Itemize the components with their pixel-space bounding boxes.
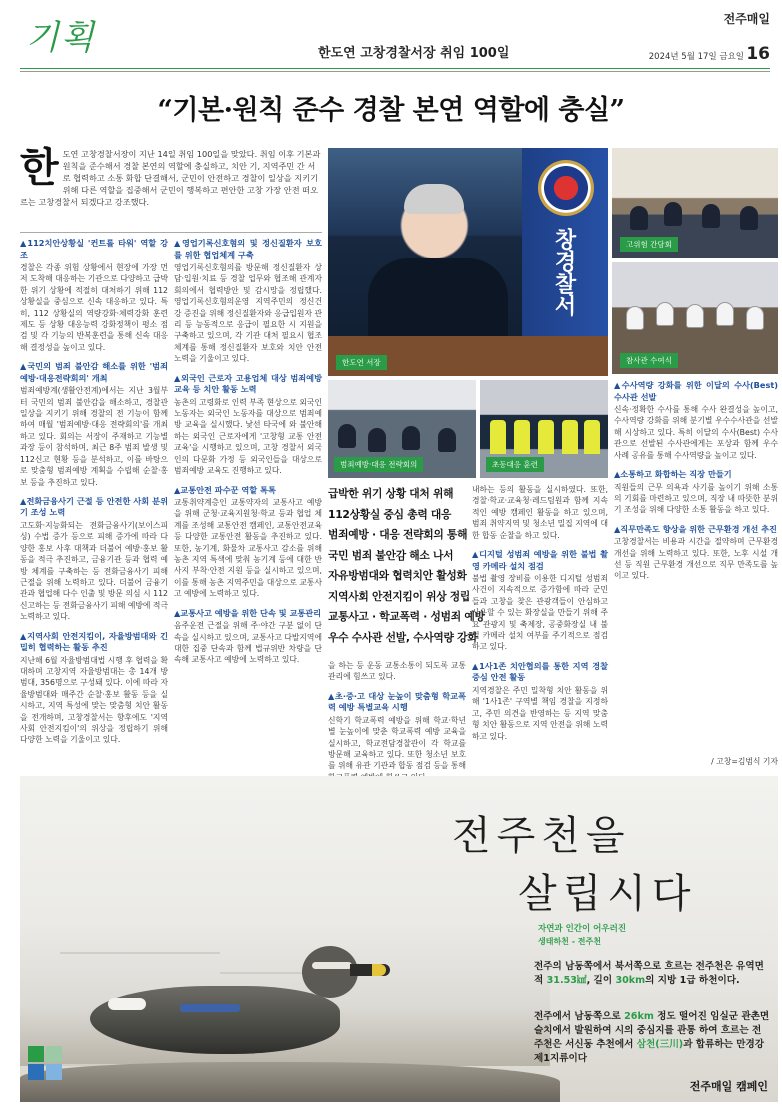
subheading: ▲소통하고 화합하는 직장 만들기 [614, 469, 732, 480]
paragraph [174, 608, 322, 666]
person-figure [664, 202, 682, 226]
paragraph-body: 불법 촬영 장비를 이용한 디지털 성범죄 사건이 지속적으로 증가함에 따라 군민들과 고창을 찾은 관광객들이 안심하고 사용할 수 있는 화장실을 만들기 위해 주요 관광지 및 축제장, 공중화장실 내 불법 카메라 설치 여부를 주기적으로 점검하고 있다. [472, 574, 608, 652]
article-column-5 [614, 380, 778, 752]
person-figure [368, 428, 386, 452]
ad-text-highlight: 삼천(三川) [636, 1039, 684, 1050]
paragraph-body: 신학기 학교폭력 예방을 위해 학교·학년별 눈높이에 맞춘 학교폭력 예방 교육을 실시하고, 학교전담경찰관이 각 학교를 방문해 교육하고 있다. 또한 청소년 보호를 위해 유관 기관과 합동 점검 등을 통해 [328, 715, 466, 771]
article-column-3 [328, 660, 466, 771]
ad-text: 전주에서 남동쪽으로 [534, 1011, 625, 1022]
decorative-square [28, 1064, 44, 1080]
person-uniform [368, 258, 508, 348]
highlight-line: 급박한 위기 상황 대처 위해 [328, 487, 454, 500]
paragraph-body: 고도화·지능화되는 전화금융사기(보이스피싱) 수법 증가 등으로 피해 증가에 따라 다양한 홍보 사후 대책과 더불어 예방·홍보 활동을 적극 추진하고, 금융기관 등과 협력 예방 체계를 구축하는 등 전화금융사기 피해 근절을 위해 노력하고 있다. 더불어 금융기관과 협업해 다수 인출 및 방문 의심 시 112신고하는 등 전화금융사기 피해 예방에 적극 노력하고 있다. [20, 520, 168, 622]
decorative-square [46, 1064, 62, 1080]
paragraph [174, 373, 322, 477]
photo-caption: 초동대응 훈련 [486, 457, 544, 472]
officer-vest [562, 420, 578, 454]
subheading: ▲112치안상황실 '컨트롤 타워' 역할 강조 [20, 238, 168, 260]
article-column-1 [20, 238, 168, 768]
intro-divider [20, 232, 322, 233]
person-figure [716, 302, 734, 326]
article-column-4 [472, 484, 608, 768]
paragraph-body: 경찰은 각종 위험 상황에서 현장에 가장 먼저 도착해 대응하는 기관으로 다양하고 급박한 위기 상황에 적절히 대처하기 위해 112상황실을 중심으로 신속 대응하고 있다. 특히, 112 상황실의 역량강화·체력강화 훈련 제도 등 상황 대응능력 강화정책이 평소 점검 및 각 기능의 반복훈련을 통해 신속 대응해 결정성을 높이고 있다. [20, 263, 168, 352]
ad-text: 과 합류하는 만경강 제1지류이다 [534, 1039, 765, 1064]
paragraph-body: 영업기록신호혐의를 방문해 정신질환자 상담·입원·치료 등 경찰 업무와 협조해 관계자 회의에서 협력방안 및 감시망을 정립했다. 영업기록신호혐의운영 지역주민의 정신건강 증진을 위해 정신질환자와 응급입원자 관리 등 능동적으로 응급이 필요한 시 지원을 구축하고 있으며, 각 기관 대처 필요시 협조 체계를 통해 정신질환자 보호와 치안 안전 노력을 기울이고 있다. [174, 263, 322, 364]
photo-ceremony [612, 262, 778, 374]
ad-text: 전주의 남동쪽에서 북서쪽으로 흐르는 전주천은 유역면적 [534, 961, 764, 986]
paragraph-body: 을 하는 등 운동 교통소통이 되도록 교통관리에 힘쓰고 있다. [328, 661, 466, 682]
duck-bill-tip [372, 964, 386, 976]
photo-caption: 범죄예방·대응 전략회의 [334, 457, 423, 472]
campaign-label: 전주매일 캠페인 [689, 1080, 768, 1093]
ad-text: , 길이 [586, 975, 616, 986]
article-column-2 [174, 238, 322, 768]
paragraph [614, 469, 778, 516]
duck-wing-patch [180, 1004, 240, 1012]
officer-vest [538, 420, 554, 454]
ad-text: 정도 떨어진 임실군 관촌면 슬치에서 발원하여 시의 중심지를 관통 하여 흐르는 전주천은 서신동 추천에서 [534, 1011, 770, 1050]
subheading: ▲초·중·고 대상 눈높이 맞춤형 학교폭력 예방 특별교육 시행 [328, 690, 466, 713]
photo-meeting [612, 148, 778, 258]
subheading: ▲국민의 범죄 불안감 해소를 위한 '범죄예방·대응전략회의' 개최 [20, 361, 168, 383]
paragraph-body: 지난해 6월 자율방범대법 시행 후 협력을 확대하며 고창지역 자율방범대는 총 14개 방범대, 356명으로 구성돼 있다. 이에 따라 자율방범대와 매주간 순찰·홍보 활동 등을 실시하고, 지역 특성에 맞는 맞춤형 치안 활동을 전개하며, 고창경찰서는 향후에도 '지역사회 안전지킴이'의 위상을 정립하기 위해 다양한 노력을 기울이고 있다. [20, 655, 168, 745]
paragraph [614, 524, 778, 582]
paragraph [174, 485, 322, 600]
paragraph-body: 고창경찰서는 비용과 시간을 절약하며 근무환경 개선을 위해 노력하고 있다. 또한, 노후 시설 개선 등 직원 근무환경 개선으로 직무 만족도를 높이고 있다. [614, 537, 778, 581]
subheading: ▲수사역량 강화를 위한 이달의 수사(Best) 수사관 선발 [614, 380, 778, 402]
highlight-line: 국민 범죄 불안감 해소 나서 [328, 548, 454, 562]
highlight-line: 지역사회 안전지킴이 위상 정립 [328, 589, 471, 603]
newspaper-name: 전주매일 [723, 12, 770, 26]
intro-text: 도연 고창경찰서장이 지난 14일 취임 100일을 맞았다. 취임 이후 기본과 원칙을 준수해서 경찰 본연의 역할에 충실하고, 치안 기, 지역주민 간 서로 협력하고 소통 화합 단결해서, 군민이 안전하고 경찰이 일상을 지키기 위해 다른 역할을 집중해서 군민이 행복하고 편안한 고창 가장 안전 떠오르는 고창경찰서 되겠다고 강조했다. [20, 149, 321, 207]
highlight-line: 112상황실 중심 총력 대응 [328, 507, 452, 521]
person-figure [656, 302, 674, 326]
officer-vest [584, 420, 600, 454]
officer-vest [490, 420, 506, 454]
paragraph [174, 238, 322, 365]
photo-caption: 고위험 간담회 [620, 237, 678, 252]
paragraph-body: 신속·정확한 수사를 통해 수사 완결성을 높이고, 수사역량 강화를 위해 분기별 우수수사관을 선발해 시상하고 있다. 특히 이달의 수사(Best) 수사관으로 선발된 수사관에게는 포상과 함께 우수 사례 공유를 통해 수사역량을 높이고 있다. [614, 405, 778, 460]
paragraph-body: 농촌의 고령화로 인력 부족 현상으로 외국인 노동자는 외국인 노동자를 대상으로 범죄예방 교육을 실시했다. 낯선 타국에 와 불안해하는 외국인 근로자에게 '고창형 교통 안전교육'을 시행하고 있으며, 고창 경찰서 외국인의 다문화 가정 등 외국인들을 대상으로 범죄예방 교육도 진행하고 있다. [174, 397, 322, 476]
river-rock [20, 1062, 560, 1102]
ad-title-line-2: 살립시다 [518, 871, 697, 917]
ad-text-highlight: 26km [624, 1011, 654, 1022]
subheading: ▲직무만족도 향상을 위한 근무환경 개선 추진 [614, 523, 777, 534]
person-figure [402, 426, 420, 450]
person-figure [626, 306, 644, 330]
paragraph-body: 직원들의 근무 의욕과 사기를 높이기 위해 소통의 기회를 마련하고 있으며, 직장 내 따뜻한 분위기 조성을 위해 다양한 소통 활동을 하고 있다. [614, 482, 778, 515]
decorative-square [46, 1046, 62, 1062]
subheading: ▲지역사회 안전지킴이, 자율방범대와 긴밀히 협력하는 활동 추진 [20, 630, 168, 653]
paragraph [20, 238, 168, 353]
person-figure [338, 424, 356, 448]
ad-text: 의 지방 1급 하천이다. [645, 975, 740, 986]
section-title: 한도연 고창경찰서장 취임 100일 [318, 46, 510, 61]
main-photo-chief [328, 148, 608, 376]
paragraph-body: 교통취약계층인 교통약자의 교통사고 예방을 위해 군청·교육지원청·학교 등과 협업 체계를 조성해 교통안전 캠페인, 교통안전교육 등 다양한 교통안전 활동을 추진하고 있다. 또한, 농기계, 화물차 교통사고 감소를 위해 농촌 지역 특색에 맞춰 농기계 등에 대한 반사지 부착·안전 지원 등을 실시하고 있으며, 이를 통해 농촌 지역주민을 대상으로 교통사고 예방에 노력하고 있다. [174, 498, 322, 599]
police-seal-icon [538, 160, 594, 216]
highlight-line: 자유방범대와 협력치안 활성화 [328, 569, 467, 582]
paragraph [328, 660, 466, 683]
ad-paragraph-2 [534, 1010, 770, 1066]
article-intro [20, 144, 322, 226]
paragraph-body: 내하는 등의 활동을 실시하였다. 또한, 경찰·학교·교육청·레드팀원과 함께 지속적인 예방 캠페인 활동을 하고 있으며, 범죄 취약지역 및 청소년 밀집 지역에 대한 합동 순찰을 하고 있다. [472, 485, 608, 540]
subheading: ▲교통안전 파수꾼 역할 톡톡 [174, 484, 276, 495]
duck-tail [108, 998, 146, 1010]
decorative-square [28, 1046, 44, 1062]
paragraph [472, 661, 608, 742]
person-figure [438, 428, 456, 452]
paragraph [472, 484, 608, 541]
paragraph [472, 549, 608, 653]
person-figure [746, 306, 764, 330]
paragraph [328, 691, 466, 783]
subheading: ▲영업기록신호혐의 및 정신질환자 보호를 위한 협업체계 구축 [174, 238, 322, 260]
water-ripple [60, 952, 220, 954]
section-logo: 기획 [26, 18, 96, 58]
ad-text-highlight: 31.53㎢ [546, 975, 587, 986]
officer-vest [514, 420, 530, 454]
ad-slogan: 자연과 인간이 어우러진 [538, 924, 627, 934]
person-figure [686, 304, 704, 328]
photo-strategy-meeting [328, 380, 476, 478]
person-figure [740, 206, 758, 230]
person-figure [630, 206, 648, 230]
page-header [0, 0, 782, 78]
person-figure [702, 204, 720, 228]
highlight-line: 교통사고 · 학교폭력 · 성범죄 예방 [328, 610, 485, 623]
photo-caption: 한도연 서장 [336, 355, 387, 370]
subheading: ▲교통사고 예방을 위한 단속 및 교통관리 [174, 607, 322, 618]
photo-caption: 참사관 수여식 [620, 353, 678, 368]
header-rule [20, 68, 770, 69]
issue-date: 2024년 5월 17일 금요일 [648, 52, 744, 62]
ad-slogan-sub: 생태하천 - 전주천 [538, 937, 601, 946]
subheading: ▲1사1존 치안협의를 통한 지역 경찰 중심 안전 활동 [472, 660, 608, 683]
ad-paragraph-1 [534, 960, 770, 988]
paragraph [20, 496, 168, 623]
page-number: 16 [746, 44, 770, 64]
flag-lettering: 창경찰서 [551, 228, 576, 316]
drop-cap: 한 [20, 144, 59, 191]
photo-response-drill [480, 380, 608, 478]
paragraph-body: 범죄예방계(생활안전계)에서는 지난 3월부터 국민의 범죄 불안감을 해소하고, 경찰관 일상을 지키기 위해 경찰의 전 기능이 함께하여 매월 '범죄예방·대응 전략회의'를 개최하고 있다. 회의는 서장이 주재하고 기능별 과장 등이 참석하며, 최근 8주 범죄 발생 및 112신고 현황 등을 분석하고, 이를 바탕으로 맞춤형 범죄예방 계획을 수립해 순찰·홍보 등을 추진하고 있다. [20, 386, 168, 487]
duck-eye-stripe [312, 962, 352, 969]
highlight-line: 우수 수사관 선발, 수사역량 강화 [328, 630, 478, 644]
highlight-line: 범죄예방 · 대응 전략회의 통해 [328, 528, 468, 541]
subheading: ▲전화금융사기 근절 등 안전한 사회 분위기 조성 노력 [20, 495, 168, 518]
ad-title-line-1: 전주천을 [452, 813, 631, 859]
subheading: ▲외국인 근로자 고용업체 대상 범죄예방 교육 등 치안 활동 노력 [174, 372, 322, 395]
paragraph [20, 361, 168, 488]
header-rule-secondary [20, 71, 770, 72]
article-headline: “기본·원칙 준수 경찰 본연 역할에 충실” [157, 95, 625, 126]
campaign-ad [20, 776, 778, 1102]
ad-text-highlight: 30km [615, 975, 646, 986]
paragraph-body: 지역경찰은 주민 밀착형 치안 활동을 위해 '1사1존' 구역별 책임 경찰을 지정하고, 주민 의견을 반영하는 등 지역 맞춤형 치안 활동으로 지역 안전을 위해 노력하고 있다. [472, 685, 608, 741]
subheading: ▲디지털 성범죄 예방을 위한 불법 촬영 카메라 설치 점검 [472, 549, 608, 571]
paragraph-body: 음주운전 근절을 위해 주·야간 구분 없이 단속을 실시하고 있으며, 교통사고 다발지역에 대한 집중 단속과 함께 법규위반 차량을 단속해 교통사고 예방에 노력하고 있다. [174, 621, 322, 665]
byline: / 고창=김범식 기자 [711, 757, 778, 766]
paragraph [20, 631, 168, 746]
paragraph [614, 380, 778, 461]
person-hair [404, 184, 464, 214]
